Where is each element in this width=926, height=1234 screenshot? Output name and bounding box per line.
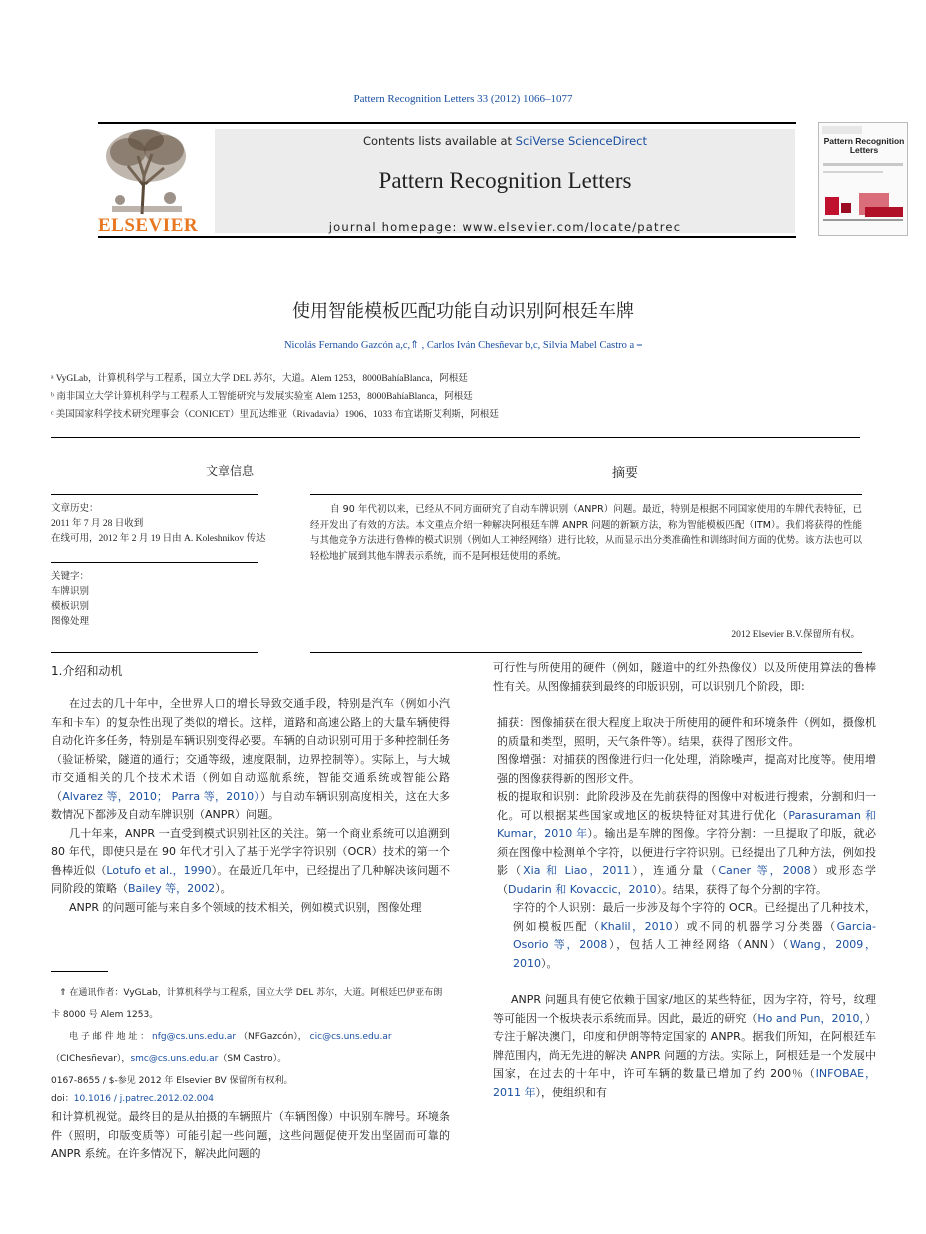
issn-doi [51,1072,450,1108]
article-info-heading: 文章信息 [205,464,254,478]
section-1-heading: 1.介绍和动机 [51,664,123,678]
citation-link[interactable]: Ho and Pun，2010， [757,1011,865,1025]
keywords-block [51,570,251,630]
email-link[interactable]: cic@cs.uns.edu.ar [309,1032,392,1042]
citation-link[interactable]: Xia 和 Liao，2011 [523,864,631,877]
left-column-continuation [51,1108,450,1164]
stage-enhancement: 图像增强：对捕获的图像进行归一化处理，消除噪声，提高对比度等。使用增强的图像获得新的图形文件。 [497,753,876,785]
cover-title: Pattern Recognition Letters [823,136,905,155]
para1-text-a: 在过去的几十年中，全世界人口的增长导致交通手段，特别是汽车（例如小汽车和卡车）的复杂性出现了类似的增长。这样，道路和高速公路上的大量车辆使得自动化许多任务，特别是车辆识别变得必要。车辆的自动识别可用于多种控制任务（验证桥梁，隧道的通行；交通等级，速度限制，边界控制等）。实际上，与大城市交通相关的几个技术术语（例如自动巡航系统，智能交通系统或智能公路（ [51,697,450,803]
journal-homepage [215,220,795,234]
paragraph-2 [51,825,450,899]
affiliation-a: ᵃ VyGLab，计算机科学与工程系，国立大学 DEL 苏尔，大道。Alem 1253，8000BahíaBlanca，阿根廷 [51,374,468,384]
keyword-item: 车牌识别 [51,587,90,597]
para2-text-b: ）。在最近几年中，已经提出了几种解决该问题不同阶段的策略（ [51,863,450,895]
para2-text-a: 几十年来，ANPR 一直受到模式识别社区的关注。第一个商业系统可以追溯到 80 年代，即使只是在 90 年代才引入了基于光学字符识别（OCR）技术的第一个鲁棒近似（ [51,826,450,877]
paragraph-last [493,991,876,1102]
stage4-text-c: ），包括人工神经网络（ANN）（ [607,938,790,951]
para-last-text-b: ）专注于解决澳门，印度和伊朗等特定国家的 ANPR。据我们所知，在阿根廷车牌范围内，尚无先进的解决 ANPR 问题的方法。实际上，阿根廷是一个发展中国家，在过去的十年中，许可车辆的数量已增加了约 200％（ [493,1011,876,1080]
masthead-bottom-rule [98,236,796,238]
info-rule [51,494,258,495]
stage3-text-d: ）或形态学（ [497,864,877,896]
contents-prefix: Contents lists available at [362,134,516,148]
journal-title: Pattern Recognition Letters [378,168,632,193]
citation-link[interactable]: Parasuraman 和 Kumar，2010 年 [497,808,876,840]
journal-cover-image [818,122,908,236]
citation-link[interactable]: Alvarez 等，2010； Parra 等，2010） [62,789,260,803]
para-last-text-a: ANPR 问题具有使它依赖于国家/地区的某些特征，因为字符，符号，纹理等可能因一个板块表示系统而异。因此，最近的研究（ [493,993,876,1025]
citation-link[interactable]: Lotufo et al.，1990 [106,863,212,877]
paragraph-1 [51,695,450,825]
left-column-body [51,695,450,917]
abstract-bottom-rule [310,652,862,653]
history-label: 文章历史： [51,504,99,514]
affiliation-b: ᵇ 南非国立大学计算机科学与工程系人工智能研究与发展实验室 Alem 1253，8000BahíaBlanca，阿根廷 [51,392,473,402]
email-link[interactable]: nfg@cs.uns.edu.ar [152,1032,237,1042]
doi-link[interactable]: 10.1016 / j.patrec.2012.02.004 [73,1094,214,1104]
affiliation-c: ᶜ 美国国家科学技术研究理事会（CONICET）里瓦达维亚（Rivadavia）1906、1033 布宜诺斯艾利斯，阿根廷 [51,410,499,420]
received-date: 2011 年 7 月 28 日收到 [51,519,144,529]
abstract-rule [310,494,862,495]
stage3-text-e: ）。结果，获得了每个分割的字符。 [656,882,828,896]
keywords-label: 关键字： [51,572,90,582]
stage3-text-a: 板的提取和识别：此阶段涉及在先前获得的图像中对板进行搜索，分割和归一化。可以根据某些国家或地区的板块特征对其进行优化（ [497,790,876,822]
article-title: 使用智能模板匹配功能自动识别阿根廷车牌 [292,301,634,322]
email-link[interactable]: smc@cs.uns.edu.ar [130,1054,219,1064]
info-bottom-rule [51,652,258,653]
stage-character-recognition [493,899,876,973]
footnotes [51,982,450,1070]
citation-link[interactable]: Bailey 等，2002 [128,882,216,895]
keyword-item: 图像处理 [51,617,90,627]
citation-link[interactable]: INFOBAE，2011 年 [493,1067,876,1099]
email-name: （SM Castro）。 [218,1054,287,1064]
citation-link[interactable]: Khalil，2010 [600,919,673,933]
citation-link[interactable]: Garcia-Osorio 等，2008 [513,919,876,951]
stage4-text-b: ）或不同的机器学习分类器（ [672,919,837,933]
author-list: Nicolás Fernando Gazcón a,c,⇑ , Carlos Iván Chesñevar b,c, Silvia Mabel Castro a ⎯ [283,340,643,351]
continuation-paragraph: 和计算机视觉。最终目的是从拍摄的车辆照片（车辆图像）中识别车牌号。环境条件（照明，印版变质等）可能引起一些问题，这些问题促使开发出坚固而可靠的 ANPR 系统。在许多情况下，解决此问题的 [51,1110,450,1160]
para1-text-b: ）与自动车辆识别高度相关，这在大多数情况下都涉及自动车牌识别（ANPR）问题。 [51,789,451,821]
email-name: （NFGazcón）， [239,1032,307,1042]
doi-line [51,1090,450,1108]
masthead-top-rule [98,122,796,124]
article-history [51,502,291,547]
para-last-text-c: ），使组织和有 [535,1085,607,1099]
sciencedirect-link[interactable]: SciVerse ScienceDirect [515,134,648,148]
abstract-text: 自 90 年代初以来，已经从不同方面研究了自动车牌识别（ANPR）问题。最近，特别是根据不同国家使用的车牌代表特征，已经开发出了有效的方法。本文重点介绍一种解决阿根廷车牌 ANPR 问题的新颖方法，称为智能模板匹配（ITM）。我们将获得的性能与其他竞争方法进行鲁棒的模式识别（例如人工神经网络）进行比较，从而显示出分类准确性和训练时间方面的优势。该方法也可以轻松地扩展到其他车牌表示系统，而不是阿根廷使用的系统。 [310,504,862,562]
citation-link[interactable]: Dudarin 和 Kovaccic，2010 [508,882,657,896]
available-date: 在线可用，2012 年 2 月 19 日由 A. Koleshnikov 传达 [51,534,266,544]
para2-text-c: ）。 [215,882,232,895]
title-rule [51,437,860,438]
citation-link[interactable]: Wang，2009，2010 [513,938,877,970]
issn-line: 0167-8655 / $-参见 2012 年 Elsevier BV 保留所有权利。 [51,1076,293,1086]
citation-link[interactable]: Caner 等，2008 [718,864,811,877]
stage4-text-d: ）。 [541,956,558,970]
email-label: 电 子 邮 件 地 址 ： [69,1032,150,1042]
contents-line [215,134,795,148]
elsevier-wordmark: ELSEVIER [98,215,199,236]
stage4-text-a: 字符的个人识别：最后一步涉及每个字符的 OCR。已经提出了几种技术，例如模板匹配（ [513,901,876,933]
corresponding-author-note: ⇑ 在通讯作者：VyGLab，计算机科学与工程系，国立大学 DEL 苏尔，大道。阿根廷巴伊亚布朗卡 8000 号 Alem 1253。 [51,988,443,1020]
paragraph-3: ANPR 的问题可能与来自多个领域的技术相关，例如模式识别，图像处理 [69,900,422,914]
homepage-prefix: journal homepage: [328,220,463,234]
doi-label: doi： [51,1094,74,1104]
right-intro-paragraph: 可行性与所使用的硬件（例如，隧道中的红外热像仪）以及所使用算法的鲁棒性有关。从图像捕获到最终的印版识别，可以识别几个阶段，即: [493,661,876,693]
stage3-text-c: ），连通分量（ [630,864,719,877]
email-addresses [51,1026,450,1070]
keywords-rule [51,562,258,563]
abstract-heading: 摘要 [611,466,638,481]
stage3-text-b: ）。输出是车牌的图像。字符分割：一旦提取了印版，就必须在图像中检测单个字符，以便进行字符识别。已经提出了几种方法，例如投影（ [497,827,876,877]
stage-plate-extraction [493,788,876,899]
footnote-rule [51,971,108,972]
email-name: （CIChesñevar）， [51,1054,131,1064]
right-column-body [493,659,876,1102]
stage-capture: 捕获：图像捕获在很大程度上取决于所使用的硬件和环境条件（例如，摄像机的质量和类型，照明，天气条件等）。结果，获得了图形文件。 [497,716,876,748]
copyright: 2012 Elsevier B.V.保留所有权。 [731,630,860,640]
keyword-item: 模板识别 [51,602,90,612]
journal-citation: Pattern Recognition Letters 33 (2012) 1066–1077 [353,93,573,105]
homepage-url[interactable]: www.elsevier.com/locate/patrec [462,220,682,234]
